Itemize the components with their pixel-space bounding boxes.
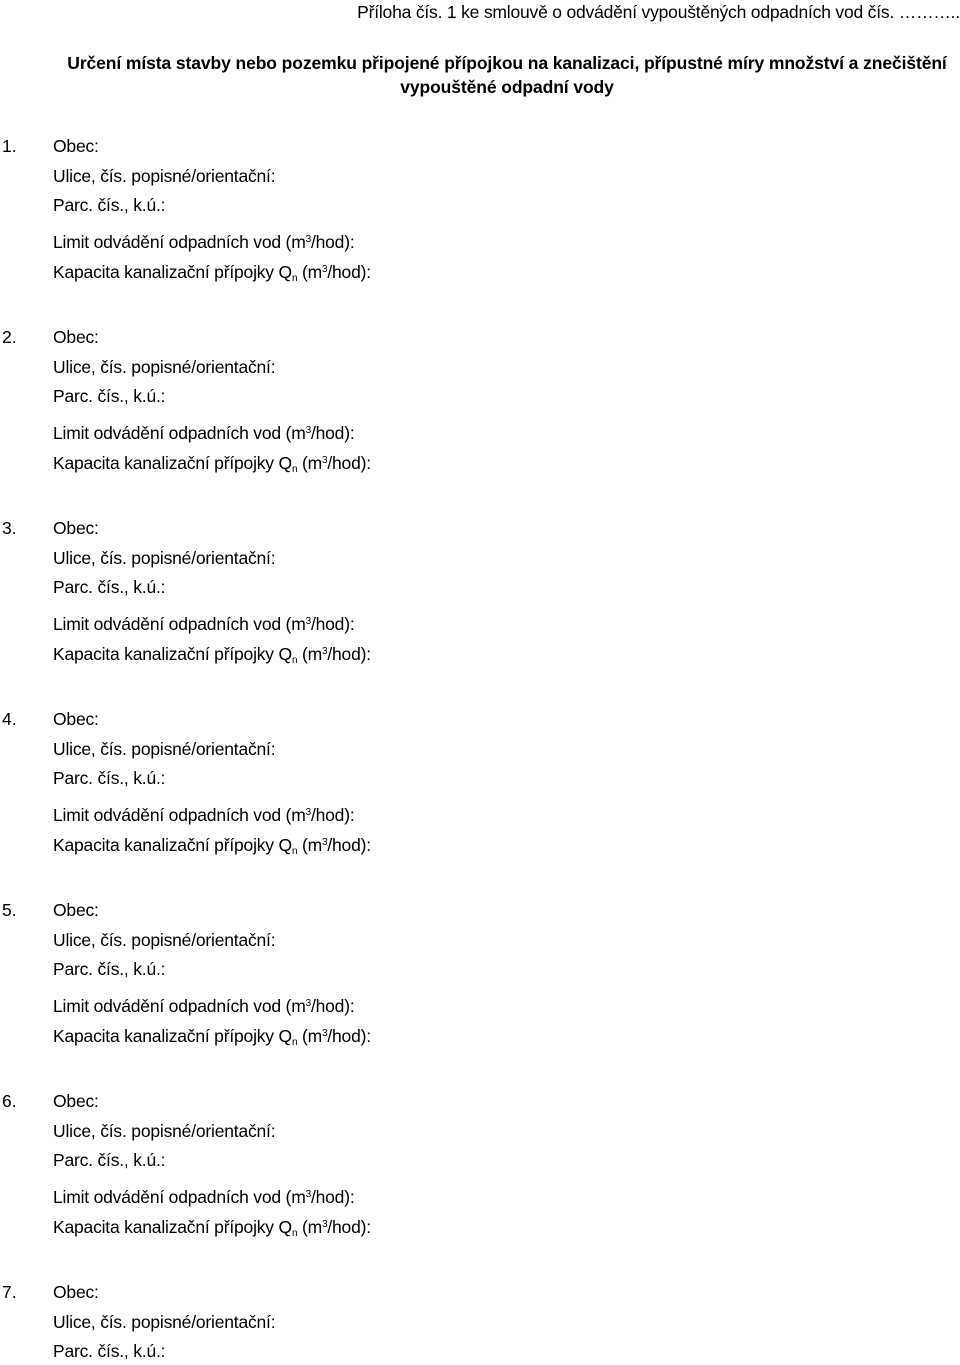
obec-label: Obec:: [53, 1091, 99, 1111]
capacity-label: Kapacita kanalizační přípojky $Q_n$ $(m^3/hod)$:: [53, 262, 371, 284]
limit-label: Limit odvádění odpadních vod $(m^3/hod)$:: [53, 232, 355, 252]
location-entry-3: [0, 520, 900, 680]
obec-label: Obec:: [53, 1282, 99, 1302]
capacity-label: Kapacita kanalizační přípojky $Q_n$ $(m^3/hod)$:: [53, 644, 371, 666]
entry-number: 2.: [2, 327, 17, 347]
ulice-label: Ulice, čís. popisné/orientační:: [53, 357, 276, 377]
obec-label: Obec:: [53, 518, 99, 538]
document-title: [0, 51, 960, 99]
parc-label: Parc. čís., k.ú.:: [53, 577, 166, 597]
limit-label: Limit odvádění odpadních vod $(m^3/hod)$:: [53, 1187, 355, 1207]
parc-label: Parc. čís., k.ú.:: [53, 768, 166, 788]
ulice-label: Ulice, čís. popisné/orientační:: [53, 739, 276, 759]
ulice-label: Ulice, čís. popisné/orientační:: [53, 166, 276, 186]
entry-number: 3.: [2, 518, 17, 538]
ulice-label: Ulice, čís. popisné/orientační:: [53, 548, 276, 568]
parc-label: Parc. čís., k.ú.:: [53, 386, 166, 406]
entry-number: 6.: [2, 1091, 17, 1111]
entry-number: 5.: [2, 900, 17, 920]
limit-label: Limit odvádění odpadních vod $(m^3/hod)$:: [53, 614, 355, 634]
obec-label: Obec:: [53, 327, 99, 347]
obec-label: Obec:: [53, 136, 99, 156]
parc-label: Parc. čís., k.ú.:: [53, 195, 166, 215]
document-title-line-2: vypouštěné odpadní vody: [400, 77, 614, 97]
parc-label: Parc. čís., k.ú.:: [53, 1150, 166, 1170]
limit-label: Limit odvádění odpadních vod $(m^3/hod)$:: [53, 805, 355, 825]
location-entry-6: [0, 1093, 900, 1253]
obec-label: Obec:: [53, 709, 99, 729]
limit-label: Limit odvádění odpadních vod $(m^3/hod)$:: [53, 996, 355, 1016]
location-entry-5: [0, 902, 900, 1062]
obec-label: Obec:: [53, 900, 99, 920]
limit-label: Limit odvádění odpadních vod $(m^3/hod)$:: [53, 423, 355, 443]
ulice-label: Ulice, čís. popisné/orientační:: [53, 930, 276, 950]
location-entry-2: [0, 329, 900, 489]
entry-number: 4.: [2, 709, 17, 729]
capacity-label: Kapacita kanalizační přípojky $Q_n$ $(m^3/hod)$:: [53, 835, 371, 857]
capacity-label: Kapacita kanalizační přípojky $Q_n$ $(m^3/hod)$:: [53, 1217, 371, 1239]
document-title-line-1: Určení místa stavby nebo pozemku připojené přípojkou na kanalizaci, přípustné míry množství a znečištění: [67, 53, 947, 73]
location-entry-7: [0, 1284, 900, 1364]
parc-label: Parc. čís., k.ú.:: [53, 1341, 166, 1361]
ulice-label: Ulice, čís. popisné/orientační:: [53, 1312, 276, 1332]
annex-note: Příloha čís. 1 ke smlouvě o odvádění vypouštěných odpadních vod čís. ………..: [357, 2, 960, 22]
entry-number: 1.: [2, 136, 17, 156]
capacity-label: Kapacita kanalizační přípojky $Q_n$ $(m^3/hod)$:: [53, 1026, 371, 1048]
capacity-label: Kapacita kanalizační přípojky $Q_n$ $(m^3/hod)$:: [53, 453, 371, 475]
ulice-label: Ulice, čís. popisné/orientační:: [53, 1121, 276, 1141]
entry-number: 7.: [2, 1282, 17, 1302]
location-entry-4: [0, 711, 900, 871]
parc-label: Parc. čís., k.ú.:: [53, 959, 166, 979]
location-entry-1: [0, 138, 900, 298]
